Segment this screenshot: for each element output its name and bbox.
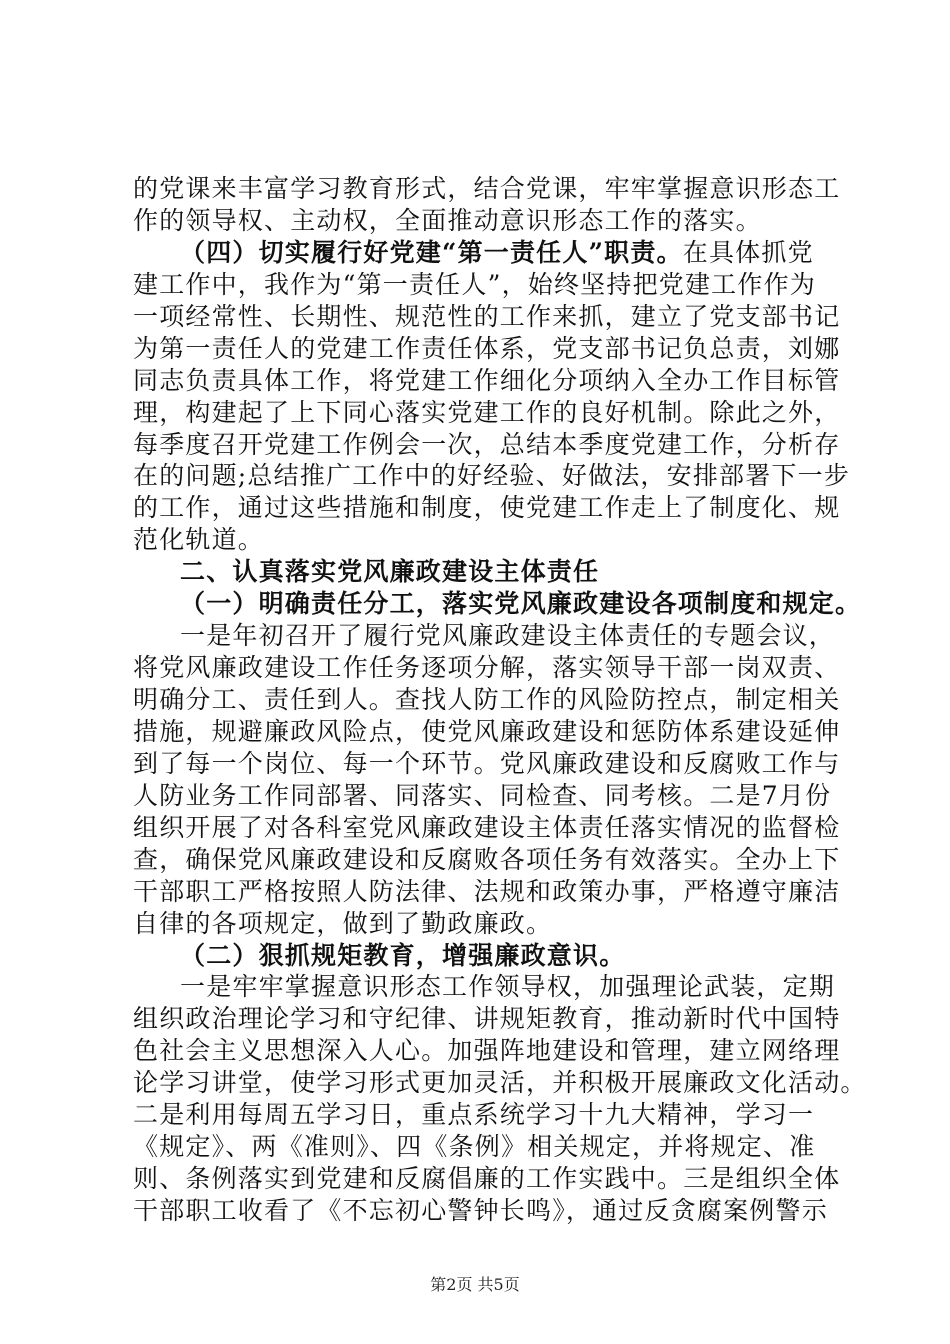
text-line: 人防业务工作同部署、同落实、同检查、同考核。二是7月份 bbox=[133, 780, 832, 810]
section-heading: 二、认真落实党风廉政建设主体责任 bbox=[180, 557, 600, 587]
text-line: 理，构建起了上下同心落实党建工作的良好机制。除此之外， bbox=[133, 397, 841, 427]
page-footer: 第2页 共5页 bbox=[430, 1275, 520, 1294]
text-line: 措施，规避廉政风险点，使党风廉政建设和惩防体系建设延伸 bbox=[133, 716, 841, 746]
text-line: 到了每一个岗位、每一个环节。党风廉政建设和反腐败工作与 bbox=[133, 748, 841, 778]
text-line: 的工作，通过这些措施和制度，使党建工作走上了制度化、规 bbox=[133, 493, 841, 523]
text-line: 范化轨道。 bbox=[133, 525, 265, 555]
section-heading: （四）切实履行好党建“第一责任人”职责。 bbox=[180, 237, 683, 267]
text-line: 干部职工严格按照人防法律、法规和政策办事，严格遵守廉洁 bbox=[133, 876, 841, 906]
text-line: 作的领导权、主动权，全面推动意识形态工作的落实。 bbox=[133, 205, 762, 235]
text-line: 则、条例落实到党建和反腐倡廉的工作实践中。三是组织全体 bbox=[133, 1164, 841, 1194]
text-line: 一项经常性、长期性、规范性的工作来抓，建立了党支部书记 bbox=[133, 301, 841, 331]
text-line: 干部职工收看了《不忘初心警钟长鸣》，通过反贪腐案例警示 bbox=[133, 1196, 828, 1225]
subsection-heading: （二）狠抓规矩教育，增强廉政意识。 bbox=[180, 940, 626, 970]
text-line: 组织开展了对各科室党风廉政建设主体责任落实情况的监督检 bbox=[133, 812, 841, 842]
text-line: 每季度召开党建工作例会一次，总结本季度党建工作，分析存 bbox=[133, 429, 841, 459]
text-line: 论学习讲堂，使学习形式更加灵活，并积极开展廉政文化活动。 bbox=[133, 1068, 867, 1098]
text-line: 自律的各项规定，做到了勤政廉政。 bbox=[133, 908, 553, 938]
text-line: 一是年初召开了履行党风廉政建设主体责任的专题会议， bbox=[180, 621, 836, 651]
text-line: 为第一责任人的党建工作责任体系，党支部书记负总责，刘娜 bbox=[133, 333, 841, 363]
text-line: 明确分工、责任到人。查找人防工作的风险防控点，制定相关 bbox=[133, 685, 841, 714]
text-line: 一是牢牢掌握意识形态工作领导权，加强理论武装，定期 bbox=[180, 972, 836, 1002]
paragraph-text: 在具体抓党 bbox=[682, 237, 814, 267]
text-line: 查，确保党风廉政建设和反腐败各项任务有效落实。全办上下 bbox=[133, 844, 841, 874]
text-line: 将党风廉政建设工作任务逐项分解，落实领导干部一岗双责、 bbox=[133, 653, 841, 683]
text-line: 同志负责具体工作，将党建工作细化分项纳入全办工作目标管 bbox=[133, 365, 841, 395]
text-line: 在的问题;总结推广工作中的好经验、好做法，安排部署下一步 bbox=[133, 461, 851, 491]
text-line: 的党课来丰富学习教育形式，结合党课，牢牢掌握意识形态工 bbox=[133, 174, 841, 203]
subsection-heading: （一）明确责任分工，落实党风廉政建设各项制度和规定。 bbox=[180, 589, 862, 619]
text-line bbox=[180, 237, 840, 269]
text-line: 组织政治理论学习和守纪律、讲规矩教育，推动新时代中国特 bbox=[133, 1004, 841, 1034]
text-line: 建工作中，我作为“第一责任人”，始终坚持把党建工作作为 bbox=[133, 269, 816, 299]
text-line: 二是利用每周五学习日，重点系统学习十九大精神，学习一 bbox=[133, 1100, 815, 1130]
text-line: 色社会主义思想深入人心。加强阵地建设和管理，建立网络理 bbox=[133, 1036, 841, 1066]
text-line: 《规定》、两《准则》、四《条例》相关规定，并将规定、准 bbox=[133, 1132, 816, 1162]
